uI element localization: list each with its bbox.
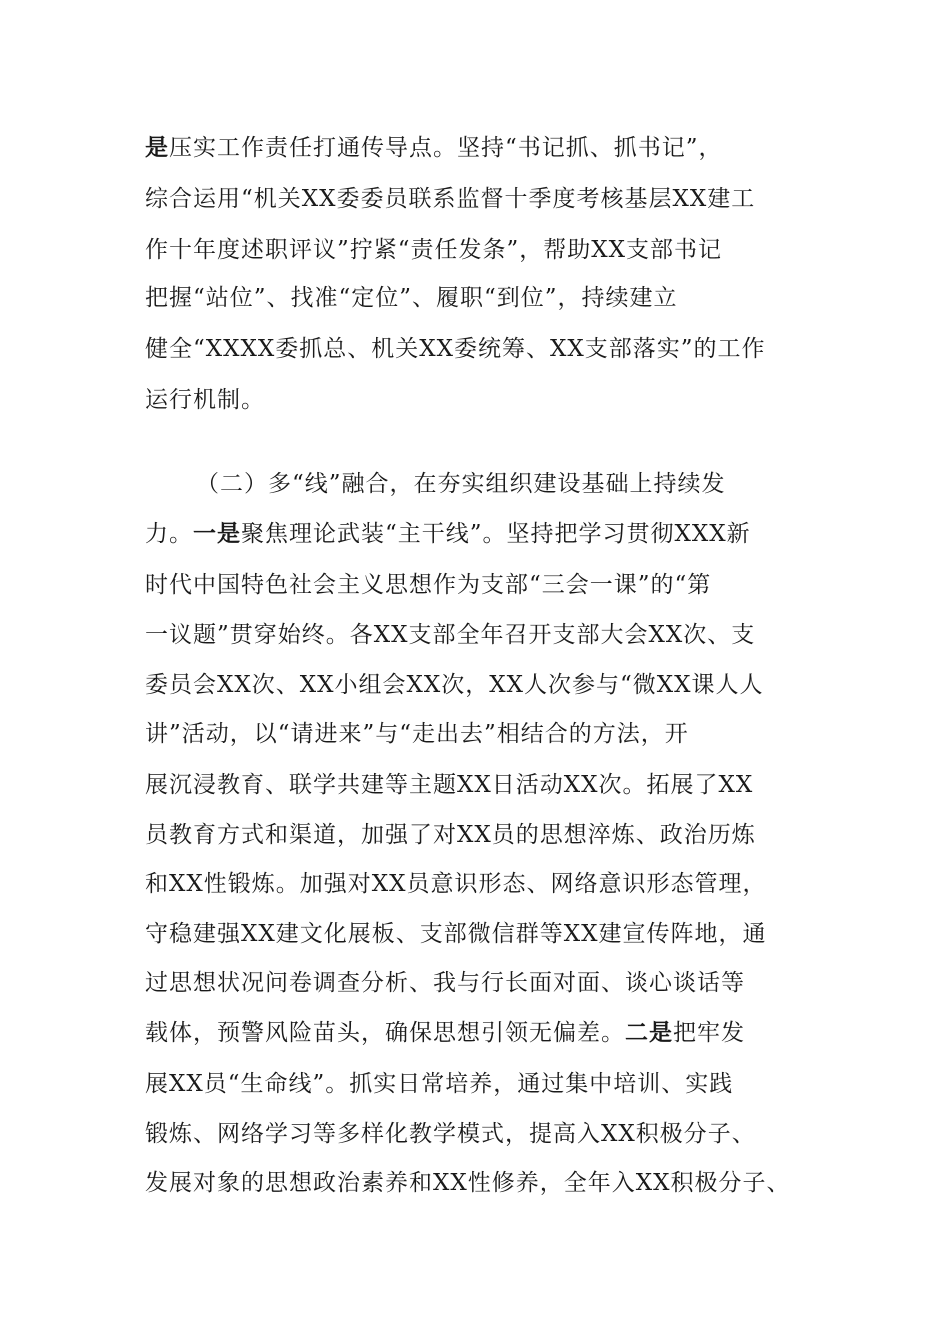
- text-line-21: 发展对象的思想政治素养和XX性修养，全年入XX积极分子、: [145, 1170, 791, 1196]
- text-line-14: 员教育方式和渠道，加强了对XX员的思想淬炼、政治历炼: [145, 822, 756, 848]
- text-line-5: 健全“XXXX委抓总、机关XX委统筹、XX支部落实”的工作: [145, 336, 766, 362]
- line-text: 压实工作责任打通传导点。坚持“书记抓、抓书记”，: [169, 135, 723, 161]
- bold-lead: 一是: [193, 520, 241, 547]
- text-line-8: [145, 519, 751, 549]
- line-text: 把牢发: [673, 1020, 745, 1046]
- text-line-2: 综合运用“机关XX委委员联系监督十季度考核基层XX建工: [145, 186, 756, 212]
- text-line-3: 作十年度述职评议”拧紧“责任发条”，帮助XX支部书记: [145, 237, 723, 263]
- text-line-10: 一议题”贯穿始终。各XX支部全年召开支部大会XX次、支: [145, 622, 756, 648]
- text-line-17: 过思想状况问卷调查分析、我与行长面对面、谈心谈话等: [145, 970, 745, 996]
- line-prefix: 力。: [145, 521, 193, 547]
- text-line-15: 和XX性锻炼。加强对XX员意识形态、网络意识形态管理，: [145, 871, 767, 897]
- bold-lead: 是: [145, 134, 169, 161]
- text-line-16: 守稳建强XX建文化展板、支部微信群等XX建宣传阵地，通: [145, 921, 767, 947]
- line-text: 聚焦理论武装“主干线”。坚持把学习贯彻XXX新: [241, 521, 751, 547]
- bold-lead: 二是: [625, 1019, 673, 1046]
- text-line-4: 把握“站位”、找准“定位”、履职“到位”，持续建立: [145, 285, 678, 311]
- line-prefix: 载体，预警风险苗头，确保思想引领无偏差。: [145, 1020, 625, 1046]
- text-line-6: 运行机制。: [145, 387, 265, 413]
- text-line-18: [145, 1018, 745, 1048]
- text-line-13: 展沉浸教育、联学共建等主题XX日活动XX次。拓展了XX: [145, 772, 754, 798]
- text-line-20: 锻炼、网络学习等多样化教学模式，提高入XX积极分子、: [145, 1121, 756, 1147]
- text-line-12: 讲”活动，以“请进来”与“走出去”相结合的方法，开: [145, 721, 689, 747]
- text-line-11: 委员会XX次、XX小组会XX次，XX人次参与“微XX课人人: [145, 672, 764, 698]
- text-line-9: 时代中国特色社会主义思想作为支部“三会一课”的“第: [145, 572, 712, 598]
- text-line-1: [145, 133, 723, 163]
- text-line-19: 展XX员“生命线”。抓实日常培养，通过集中培训、实践: [145, 1071, 734, 1097]
- section-heading-line: （二）多“线”融合，在夯实组织建设基础上持续发: [196, 471, 726, 497]
